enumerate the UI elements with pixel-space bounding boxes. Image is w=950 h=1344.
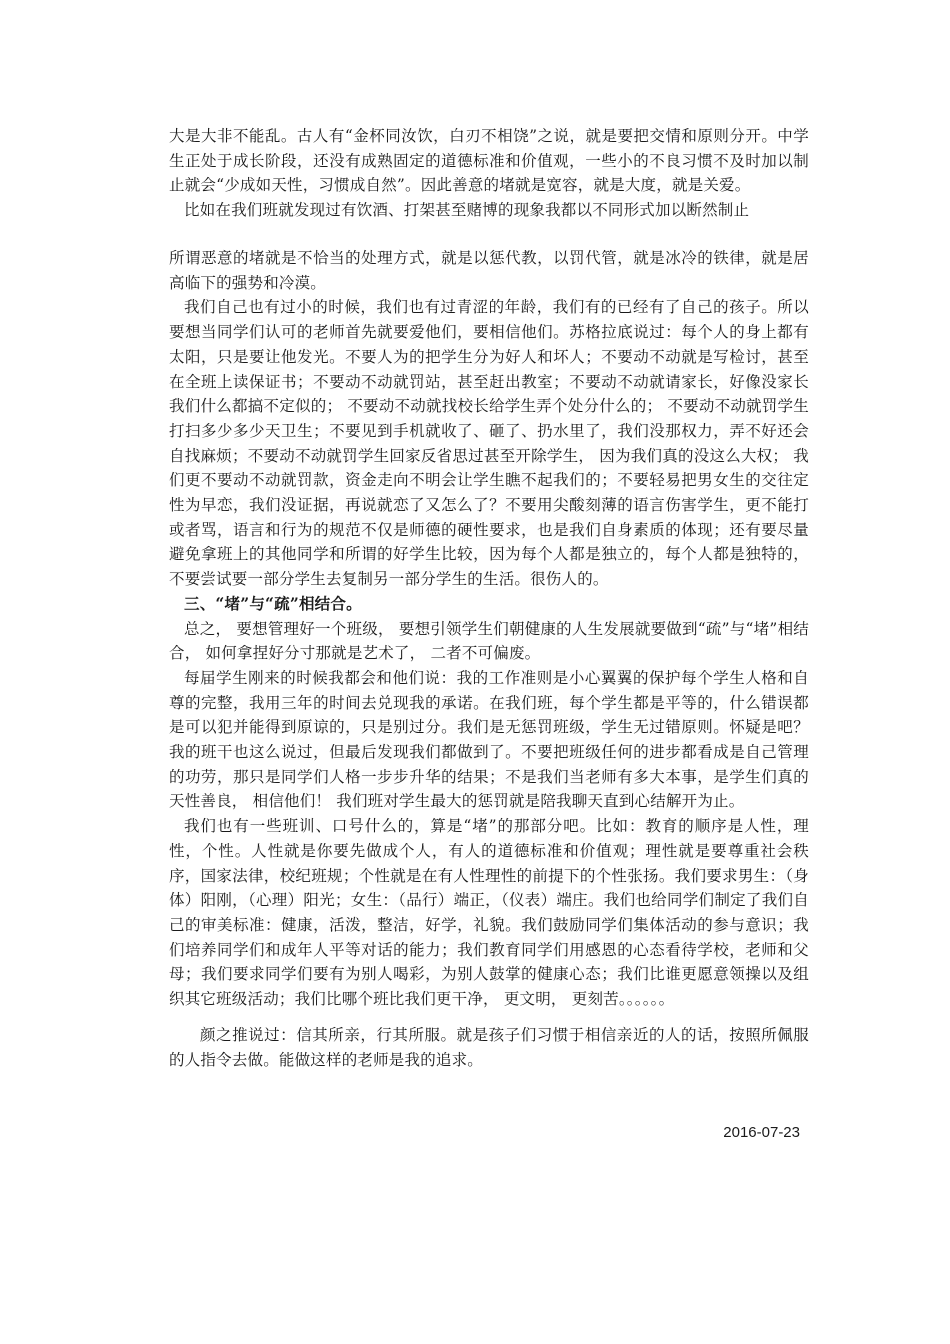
paragraph: 大是大非不能乱。古人有“金杯同汝饮，白刃不相饶”之说，就是要把交情和原则分开。中学生正处于成长阶段，还没有成熟固定的道德标准和价值观，一些小的不良习惯不及时加以制止就会“少成如天性，习惯成自然”。因此善意的堵就是宽容，就是大度，就是关爱。: [169, 127, 809, 195]
text-block-top: [169, 124, 809, 223]
text-block-main: [169, 246, 809, 1012]
section-heading: 三、“堵”与“疏”相结合。: [184, 593, 362, 613]
paragraph: 每届学生刚来的时候我都会和他们说：我的工作准则是小心翼翼的保护每个学生人格和自尊的完整，我用三年的时间去兑现我的承诺。在我们班，每个学生都是平等的，什么错误都是可以犯并能得到原谅的，只是别过分。我们是无惩罚班级，学生无过错原则。怀疑是吧？ 我的班干也这么说过，但最后发现我们都做到了。不要把班级任何的进步都看成是自己管理的功劳，那只是同学们人格一步步升华的结果；不是我们当老师有多大本事，是学生们真的天性善良， 相信他们！ 我们班对学生最大的惩罚就是陪我聊天直到心结解开为止。: [169, 668, 809, 811]
paragraph: 总之， 要想管理好一个班级， 要想引领学生们朝健康的人生发展就要做到“疏”与“堵”相结合， 如何拿捏好分寸那就是艺术了， 二者不可偏废。: [169, 619, 809, 663]
paragraph: 所谓恶意的堵就是不恰当的处理方式，就是以惩代教，以罚代管，就是冰冷的铁律，就是居高临下的强势和冷漠。: [169, 249, 809, 292]
document-date: 2016-07-23: [723, 1124, 800, 1141]
text-block-end: [169, 1023, 809, 1072]
paragraph: 比如在我们班就发现过有饮酒、打架甚至赌博的现象我都以不同形式加以断然制止: [184, 201, 750, 220]
paragraph: 我们自己也有过小的时候，我们也有过青涩的年龄，我们有的已经有了自己的孩子。所以要想当同学们认可的老师首先就要爱他们，要相信他们。苏格拉底说过：每个人的身上都有太阳，只是要让他发光。不要人为的把学生分为好人和坏人；不要动不动就是写检讨，甚至在全班上读保证书；不要动不动就罚站，甚至赶出教室；不要动不动就请家长，好像没家长我们什么都搞不定似的； 不要动不动就找校长给学生弄个处分什么的； 不要动不动就罚学生打扫多少多少天卫生；不要见到手机就收了、砸了、扔水里了，我们没那权力，弄不好还会自找麻烦；不要动不动就罚学生回家反省思过甚至开除学生， 因为我们真的没这么大权； 我们更不要动不动就罚款，资金走向不明会让学生瞧不起我们的；不要轻易把男女生的交往定性为早恋，我们没证据，再说就恋了又怎么了？不要用尖酸刻薄的语言伤害学生，更不能打或者骂，语言和行为的规范不仅是师德的硬性要求，也是我们自身素质的体现；还有要尽量避免拿班上的其他同学和所谓的好学生比较，因为每个人都是独立的，每个人都是独特的，不要尝试要一部分学生去复制另一部分学生的生活。很伤人的。: [169, 298, 809, 589]
paragraph: 我们也有一些班训、口号什么的，算是“堵”的那部分吧。比如：教育的顺序是人性，理性，个性。人性就是你要先做成个人，有人的道德标准和价值观；理性就是要尊重社会秩序，国家法律，校纪班规；个性就是在有人性理性的前提下的个性张扬。我们要求男生：（身体）阳刚，（心理）阳光；女生：（品行）端正，（仪表）端庄。我们也给同学们制定了我们自己的审美标准：健康，活泼，整洁，好学，礼貌。我们鼓励同学们集体活动的参与意识；我们培养同学们和成年人平等对话的能力；我们教育同学们用感恩的心态看待学校，老师和父母；我们要求同学们要有为别人喝彩，为别人鼓掌的健康心态；我们比谁更愿意领操以及组织其它班级活动；我们比哪个班比我们更干净， 更文明， 更刻苦。。。。。。: [169, 817, 809, 1009]
paragraph: 颜之推说过：信其所亲，行其所服。就是孩子们习惯于相信亲近的人的话，按照所佩服的人指令去做。能做这样的老师是我的追求。: [169, 1026, 809, 1069]
